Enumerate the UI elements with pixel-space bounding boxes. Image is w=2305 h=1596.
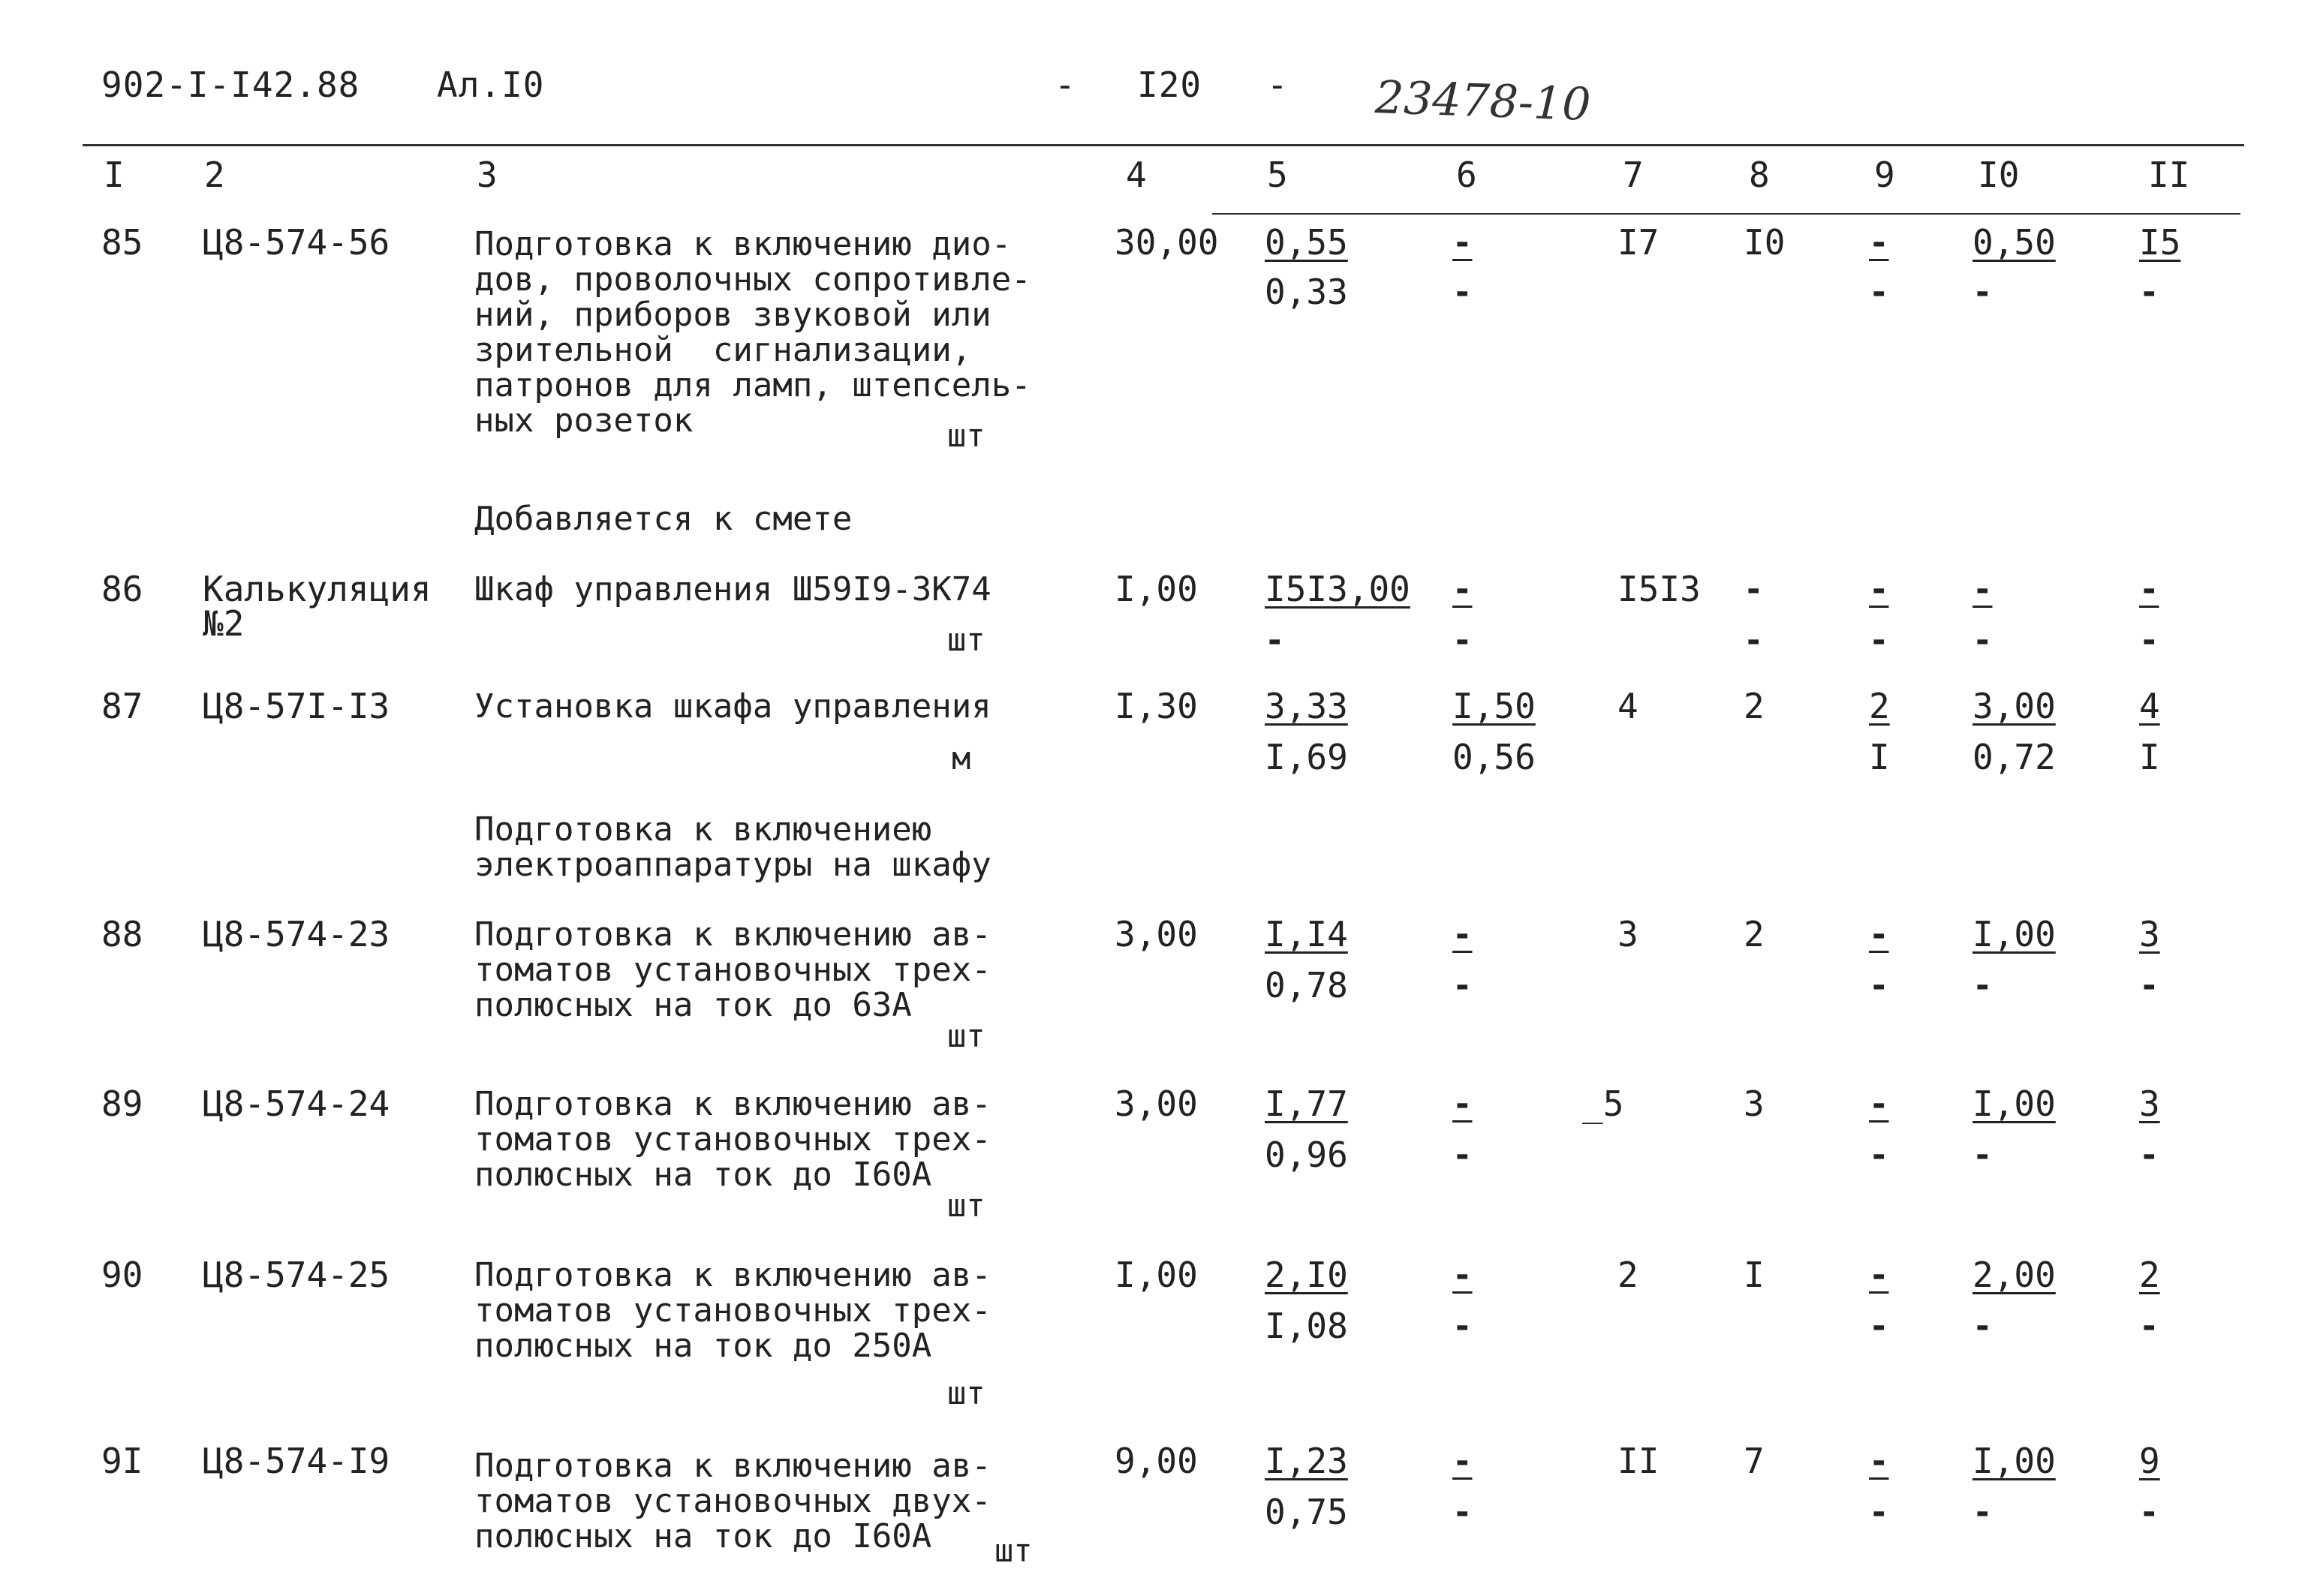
header-rule-sub bbox=[1212, 213, 2240, 215]
header-rule-top bbox=[83, 144, 2244, 146]
row-number: 89 bbox=[101, 1084, 143, 1124]
col10-bottom: - bbox=[1972, 621, 1993, 660]
work-description-line: ний, приборов звуковой или bbox=[474, 296, 992, 334]
quantity: I,00 bbox=[1115, 569, 1198, 609]
col9-top: - bbox=[1869, 1442, 1889, 1480]
sheet-number: Ал.I0 bbox=[437, 65, 545, 105]
col5-bottom: I,69 bbox=[1265, 737, 1348, 777]
col11-bottom: - bbox=[2139, 1493, 2159, 1531]
col7: II bbox=[1617, 1441, 1660, 1481]
col5-top: I,77 bbox=[1265, 1084, 1348, 1124]
work-description-line: полюсных на ток до I60А bbox=[474, 1517, 932, 1555]
col-header-10: I0 bbox=[1978, 155, 2020, 195]
col11-top: 2 bbox=[2139, 1255, 2160, 1295]
col10-top: I,00 bbox=[1972, 914, 2056, 954]
work-description-line: томатов установочных трех- bbox=[474, 1291, 992, 1330]
col11-top: - bbox=[2139, 570, 2159, 609]
col8-bottom: - bbox=[1744, 621, 1764, 660]
col5-top: I,23 bbox=[1265, 1441, 1348, 1481]
col10-top: 0,50 bbox=[1972, 222, 2056, 263]
col11-bottom: I bbox=[2139, 737, 2160, 777]
col5-bottom: 0,96 bbox=[1265, 1135, 1348, 1175]
col5-bottom: I,08 bbox=[1265, 1306, 1348, 1346]
rate-code: Ц8-574-I9 bbox=[203, 1441, 390, 1481]
col6-top: - bbox=[1452, 1442, 1473, 1480]
rate-code: Ц8-57I-I3 bbox=[203, 686, 390, 726]
col10-top: 2,00 bbox=[1972, 1255, 2056, 1295]
col7: 3 bbox=[1617, 914, 1638, 954]
unit-of-measure: шт bbox=[947, 417, 985, 454]
work-description-line: дов, проволочных сопротивле- bbox=[474, 260, 1031, 299]
col-header-4: 4 bbox=[1126, 155, 1147, 195]
col11-bottom: - bbox=[2139, 273, 2159, 311]
work-description-line: ных розеток bbox=[474, 401, 694, 440]
col6-top: - bbox=[1452, 1256, 1473, 1294]
work-description-line: полюсных на ток до 63А bbox=[474, 986, 912, 1024]
handwritten-number: 23478-10 bbox=[1374, 71, 1592, 131]
col6-bottom: - bbox=[1452, 621, 1473, 660]
col-header-9: 9 bbox=[1874, 155, 1895, 195]
col8: 2 bbox=[1744, 914, 1765, 954]
col10-top: I,00 bbox=[1972, 1441, 2056, 1481]
col9-top: - bbox=[1869, 1085, 1889, 1123]
col5-top: 2,I0 bbox=[1265, 1255, 1348, 1295]
col8: I bbox=[1744, 1255, 1765, 1295]
unit-of-measure: шт bbox=[947, 621, 985, 658]
col6-top: - bbox=[1452, 570, 1473, 609]
col6-bottom: - bbox=[1452, 1307, 1473, 1345]
col8-top: - bbox=[1744, 570, 1764, 609]
col9-top: - bbox=[1869, 915, 1889, 954]
work-description-line: Подготовка к включению ав- bbox=[474, 1256, 992, 1294]
col11-top: 3 bbox=[2139, 1084, 2160, 1124]
col9-bottom: - bbox=[1869, 1136, 1889, 1174]
col6-bottom: - bbox=[1452, 273, 1473, 311]
col9-bottom: - bbox=[1869, 621, 1889, 660]
col9-top: - bbox=[1869, 224, 1889, 262]
work-description-line: томатов установочных трех- bbox=[474, 951, 992, 989]
col6-top: - bbox=[1452, 915, 1473, 954]
col7: I5I3 bbox=[1617, 569, 1701, 609]
col5-top: 0,55 bbox=[1265, 222, 1348, 263]
col5-top: I,I4 bbox=[1265, 914, 1348, 954]
col11-bottom: - bbox=[2139, 966, 2159, 1005]
unit-of-measure: м bbox=[952, 740, 971, 777]
quantity: 9,00 bbox=[1115, 1441, 1198, 1481]
work-description-line: Подготовка к включению ав- bbox=[474, 1085, 992, 1123]
col10-bottom: - bbox=[1972, 1136, 1993, 1174]
col9-bottom: I bbox=[1869, 737, 1890, 777]
work-description-line: полюсных на ток до 250А bbox=[474, 1327, 932, 1365]
col10-bottom: - bbox=[1972, 966, 1993, 1005]
col10-bottom: 0,72 bbox=[1972, 737, 2056, 777]
col-header-6: 6 bbox=[1456, 155, 1477, 195]
col11-bottom: - bbox=[2139, 1136, 2159, 1174]
section-heading-added: Добавляется к смете bbox=[474, 500, 853, 538]
col9-bottom: - bbox=[1869, 1307, 1889, 1345]
work-description-line: Шкаф управления Ш59I9-3К74 bbox=[474, 570, 992, 609]
rate-code: Ц8-574-24 bbox=[203, 1084, 390, 1124]
quantity: 30,00 bbox=[1115, 222, 1219, 263]
col6-bottom: - bbox=[1452, 1493, 1473, 1531]
page-dash-left: - bbox=[1055, 65, 1076, 105]
work-description-line: Установка шкафа управления bbox=[474, 687, 992, 726]
col6-bottom: - bbox=[1452, 1136, 1473, 1174]
col5-bottom: 0,33 bbox=[1265, 272, 1348, 312]
col6-top: - bbox=[1452, 1085, 1473, 1123]
col10-top: I,00 bbox=[1972, 1084, 2056, 1124]
unit-of-measure: шт bbox=[995, 1532, 1033, 1569]
col7: I7 bbox=[1617, 222, 1660, 263]
rate-code-number: №2 bbox=[203, 603, 245, 644]
col-header-3: 3 bbox=[477, 155, 498, 195]
col-header-7: 7 bbox=[1623, 155, 1644, 195]
quantity: 3,00 bbox=[1115, 914, 1198, 954]
col11-top: 9 bbox=[2139, 1441, 2160, 1481]
row-number: 85 bbox=[101, 222, 143, 263]
work-description-line: томатов установочных двух- bbox=[474, 1482, 992, 1520]
col8: 7 bbox=[1744, 1441, 1765, 1481]
col9-top: - bbox=[1869, 570, 1889, 609]
row-number: 88 bbox=[101, 914, 143, 954]
rate-code: Ц8-574-25 bbox=[203, 1255, 390, 1295]
col9-bottom: - bbox=[1869, 966, 1889, 1005]
col5-bottom: - bbox=[1265, 621, 1285, 660]
col10-bottom: - bbox=[1972, 1493, 1993, 1531]
work-description-line: полюсных на ток до I60А bbox=[474, 1156, 932, 1194]
quantity: I,00 bbox=[1115, 1255, 1198, 1295]
work-description-line: патронов для ламп, штепсель- bbox=[474, 366, 1031, 404]
col11-top: 4 bbox=[2139, 686, 2160, 726]
col5-top: 3,33 bbox=[1265, 686, 1348, 726]
col11-bottom: - bbox=[2139, 1307, 2159, 1345]
unit-of-measure: шт bbox=[947, 1187, 985, 1224]
unit-of-measure: шт bbox=[947, 1017, 985, 1054]
col9-top: 2 bbox=[1869, 686, 1890, 726]
col6-top: - bbox=[1452, 224, 1473, 262]
work-description-line: Подготовка к включению ав- bbox=[474, 915, 992, 954]
unit-of-measure: шт bbox=[947, 1375, 985, 1411]
doc-code: 902-I-I42.88 bbox=[101, 65, 360, 105]
col11-bottom: - bbox=[2139, 621, 2159, 660]
col8: 2 bbox=[1744, 686, 1765, 726]
work-description-line: зрительной сигнализации, bbox=[474, 331, 972, 369]
col10-bottom: - bbox=[1972, 1307, 1993, 1345]
quantity: I,30 bbox=[1115, 686, 1198, 726]
col8: 3 bbox=[1744, 1084, 1765, 1124]
col-header-11: II bbox=[2148, 155, 2190, 195]
col6-top: I,50 bbox=[1452, 686, 1536, 726]
col9-bottom: - bbox=[1869, 1493, 1889, 1531]
quantity: 3,00 bbox=[1115, 1084, 1198, 1124]
col-header-1: I bbox=[104, 155, 125, 195]
work-description-line: Подготовка к включению ав- bbox=[474, 1447, 992, 1485]
col-header-8: 8 bbox=[1749, 155, 1770, 195]
col7: 2 bbox=[1617, 1255, 1638, 1295]
rate-code: Ц8-574-56 bbox=[203, 222, 390, 263]
col6-bottom: - bbox=[1452, 966, 1473, 1005]
col5-top: I5I3,00 bbox=[1265, 569, 1410, 609]
col11-top: I5 bbox=[2139, 222, 2181, 263]
col5-bottom: 0,78 bbox=[1265, 965, 1348, 1005]
col6-bottom: 0,56 bbox=[1452, 737, 1536, 777]
row-number: 87 bbox=[101, 686, 143, 726]
page-number: I20 bbox=[1137, 65, 1202, 105]
work-description-line: томатов установочных трех- bbox=[474, 1120, 992, 1159]
col10-bottom: - bbox=[1972, 273, 1993, 311]
work-description-line: Подготовка к включению дио- bbox=[474, 225, 1012, 263]
col9-top: - bbox=[1869, 1256, 1889, 1294]
col-header-2: 2 bbox=[204, 155, 225, 195]
col7: 4 bbox=[1617, 686, 1638, 726]
col7: _5 bbox=[1582, 1084, 1624, 1124]
page-dash-right: - bbox=[1267, 65, 1289, 105]
col8: I0 bbox=[1744, 222, 1786, 263]
section-heading-prep-line: Подготовка к включениею bbox=[474, 810, 932, 849]
rate-code: Калькуляция bbox=[203, 569, 432, 609]
col-header-5: 5 bbox=[1267, 155, 1288, 195]
row-number: 9I bbox=[101, 1441, 143, 1481]
col11-top: 3 bbox=[2139, 914, 2160, 954]
col10-top: 3,00 bbox=[1972, 686, 2056, 726]
row-number: 90 bbox=[101, 1255, 143, 1295]
col5-bottom: 0,75 bbox=[1265, 1492, 1348, 1532]
rate-code: Ц8-574-23 bbox=[203, 914, 390, 954]
col9-bottom: - bbox=[1869, 273, 1889, 311]
col10-top: - bbox=[1972, 570, 1993, 609]
section-heading-prep-line: электроаппаратуры на шкафу bbox=[474, 846, 992, 884]
row-number: 86 bbox=[101, 569, 143, 609]
